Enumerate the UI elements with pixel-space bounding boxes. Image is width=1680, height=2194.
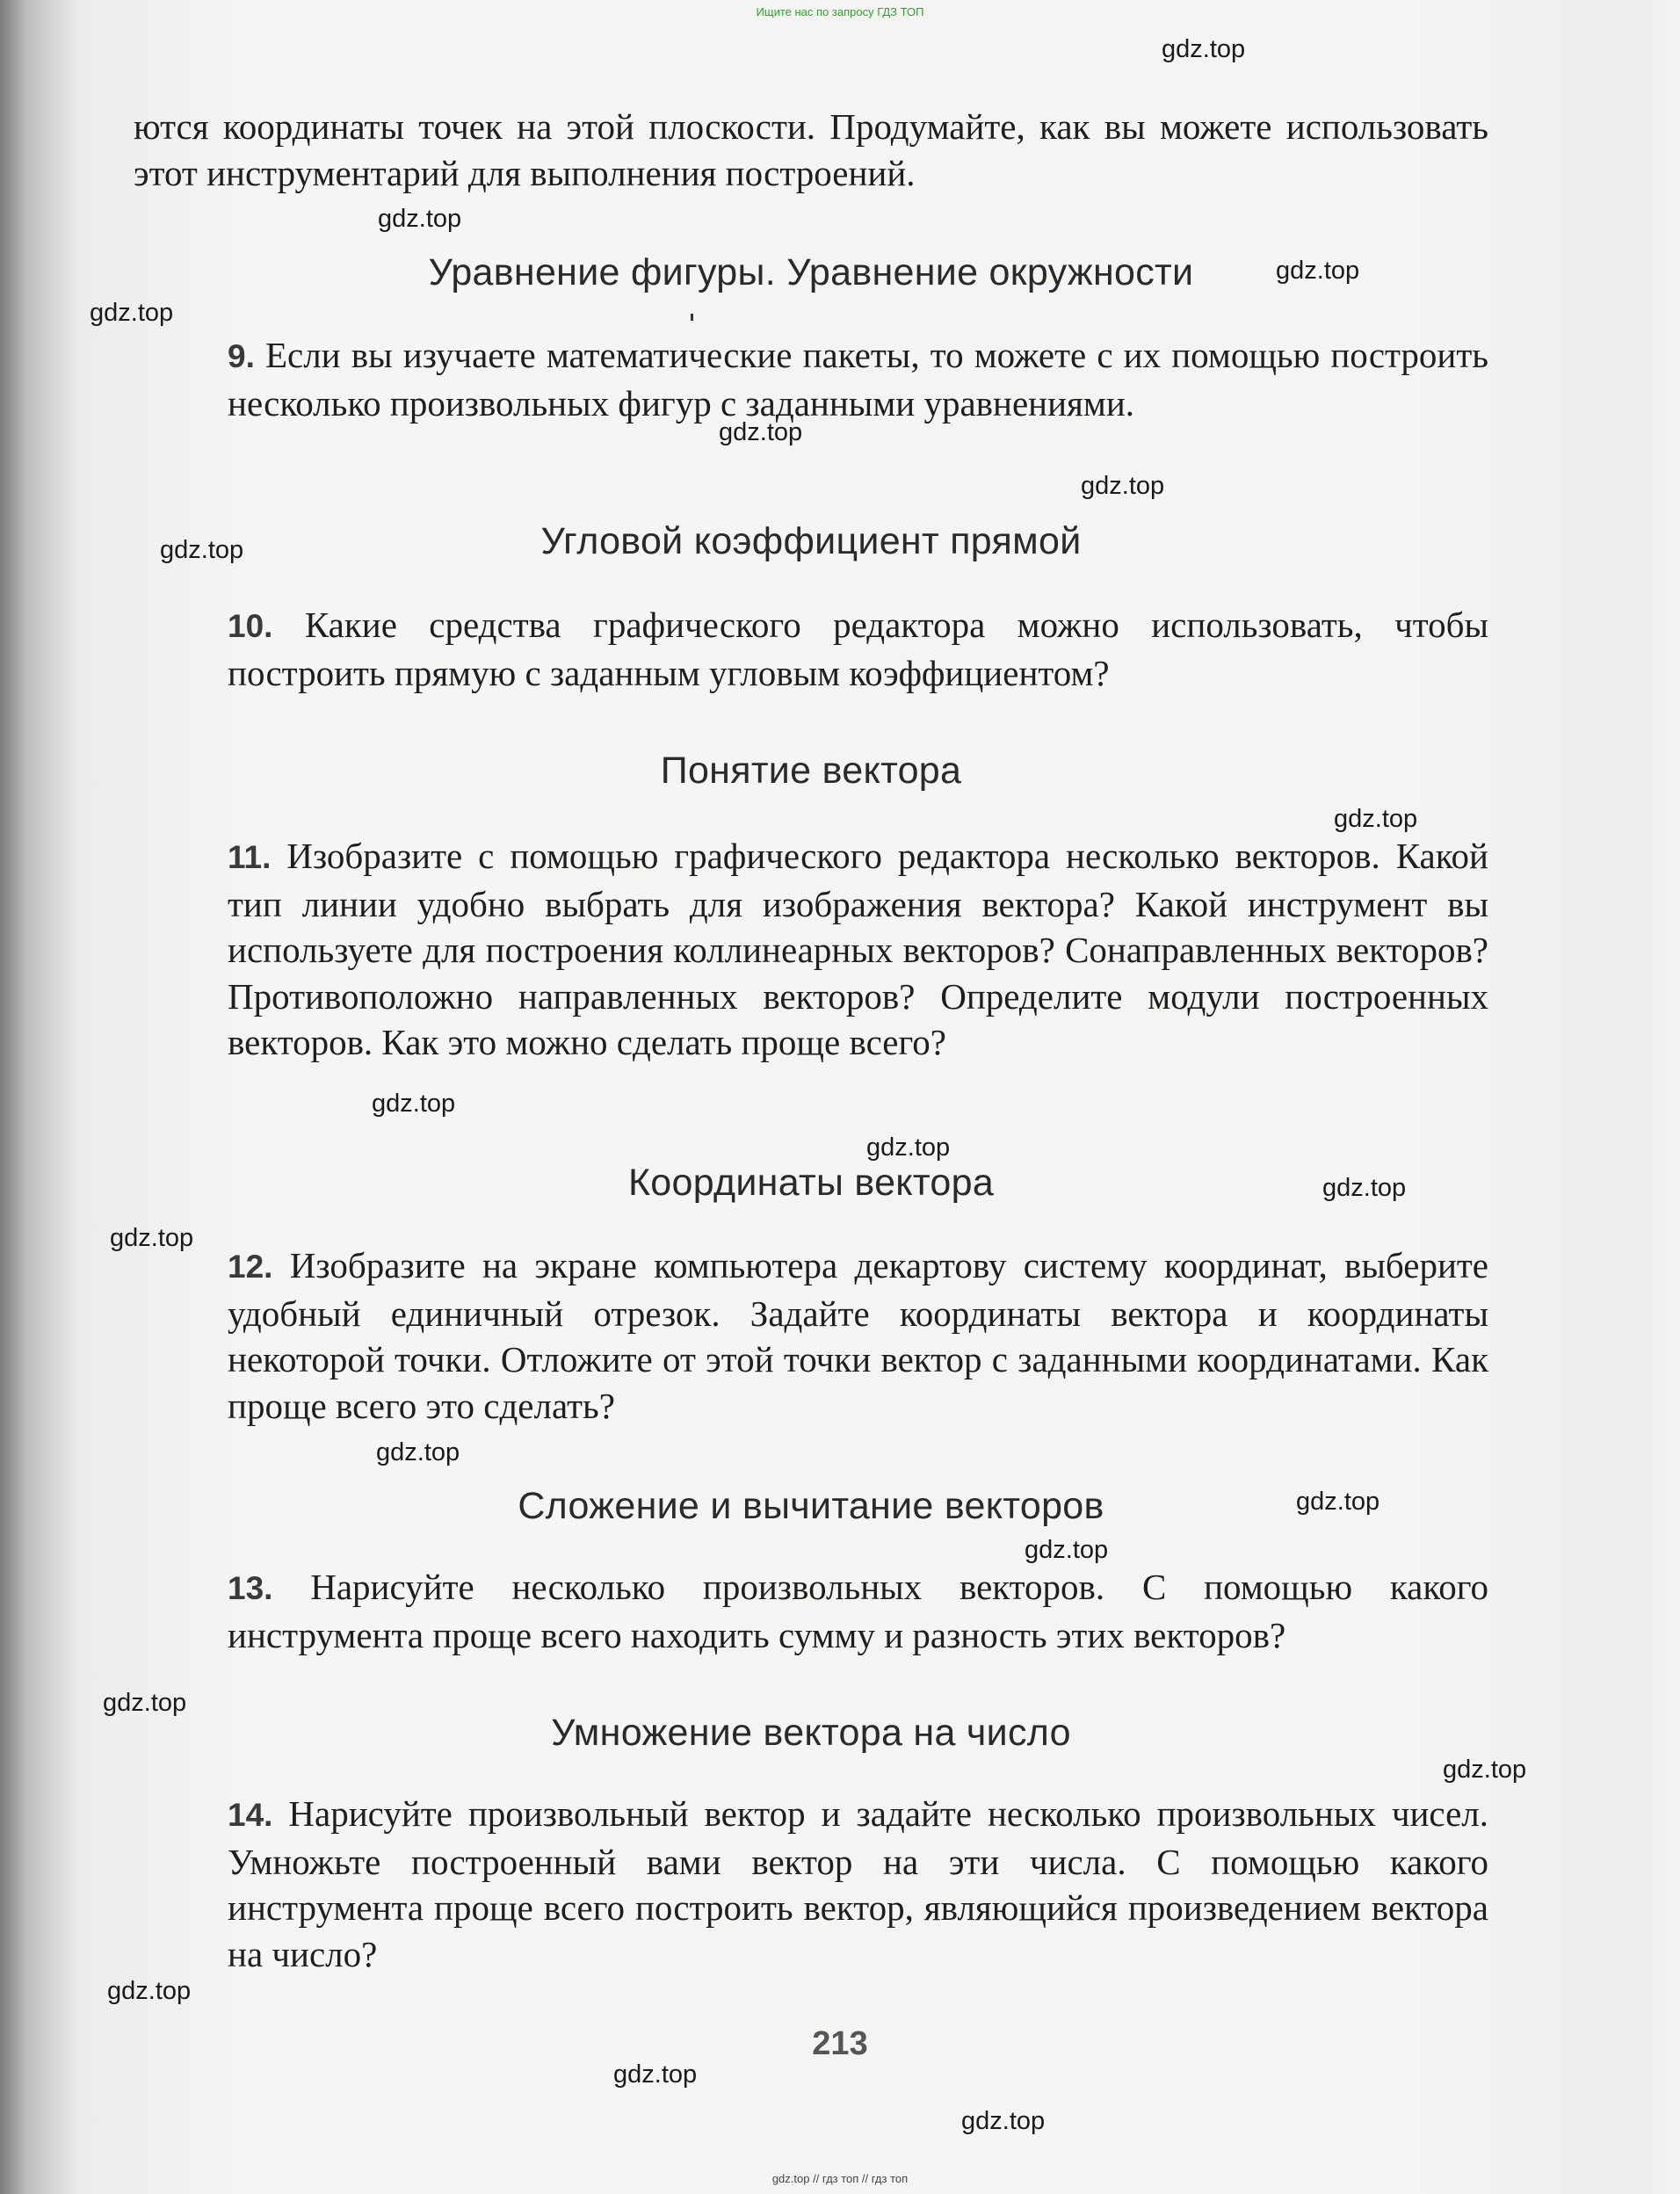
watermark: gdz.top	[1081, 472, 1165, 500]
exercise-text: Изобразите на экране компьютера декартову систему координат, выберите удобный единичный отрезок. Задайте координаты вектора и координаты некоторой точки. Отложите от этой точки вектор с заданными координатами. Как проще всего это сделать?	[228, 1245, 1489, 1426]
exercise-10	[134, 602, 1488, 696]
watermark: gdz.top	[1443, 1756, 1527, 1784]
watermark: gdz.top	[719, 418, 803, 446]
watermark: gdz.top	[1296, 1488, 1380, 1516]
exercise-number: 13.	[228, 1570, 273, 1606]
exercise-text: Изобразите с помощью графического редактора несколько векторов. Какой тип линии удобно выбрать для изображения вектора? Какой инструмент вы используете для построения коллинеарных векторов? Сонаправленных векторов? Противоположно направленных векторов? Определите модули построенных векторов. Как это можно сделать проще всего?	[228, 836, 1489, 1062]
watermark: gdz.top	[1162, 35, 1246, 63]
watermark: gdz.top	[107, 1977, 192, 2005]
exercise-14	[134, 1791, 1488, 1977]
watermark: gdz.top	[376, 1438, 460, 1466]
watermark: gdz.top	[1322, 1174, 1407, 1202]
watermark: gdz.top	[372, 1090, 456, 1118]
exercise-number: 14.	[228, 1797, 273, 1833]
exercise-9	[134, 332, 1488, 426]
exercise-12	[134, 1242, 1488, 1429]
exercise-text: Нарисуйте произвольный вектор и задайте несколько произвольных чисел. Умножьте построенный вами вектор на эти числа. С помощью какого инструмента проще всего построить вектор, являющийся произведением вектора на число?	[228, 1793, 1488, 1974]
exercise-number: 10.	[228, 608, 273, 644]
watermark: gdz.top	[160, 536, 244, 564]
exercise-number: 12.	[228, 1249, 273, 1285]
intro-paragraph: ются координаты точек на этой плоскости. Продумайте, как вы можете использовать этот инструментарий для выполнения построений.	[134, 106, 1488, 193]
exercise-text: Нарисуйте несколько произвольных векторов. С помощью какого инструмента проще всего находить сумму и разность этих векторов?	[228, 1567, 1488, 1655]
watermark: gdz.top	[110, 1224, 194, 1252]
exercise-number: 11.	[228, 839, 272, 875]
stray-mark	[691, 314, 693, 321]
top-banner: Ищите нас по запросу ГДЗ ТОП	[756, 5, 924, 18]
heading-vector-coordinates: Координаты вектора	[627, 1162, 995, 1204]
exercise-text: Если вы изучаете математические пакеты, то можете с их помощью построить несколько произвольных фигур с заданными уравнениями.	[228, 335, 1488, 424]
exercise-text: Какие средства графического редактора можно использовать, чтобы построить прямую с заданным угловым коэффициентом?	[228, 605, 1488, 693]
watermark: gdz.top	[90, 299, 174, 327]
watermark: gdz.top	[378, 205, 462, 233]
watermark: gdz.top	[613, 2060, 698, 2089]
watermark: gdz.top	[1025, 1536, 1109, 1564]
heading-vector-addition: Сложение и вычитание векторов	[518, 1485, 1104, 1527]
watermark: gdz.top	[1276, 257, 1360, 285]
exercise-13	[134, 1564, 1488, 1658]
watermark: gdz.top	[1334, 805, 1418, 833]
bottom-banner: gdz.top // гдз топ // гдз топ	[771, 2172, 909, 2185]
exercise-11	[134, 833, 1488, 1066]
watermark: gdz.top	[961, 2107, 1046, 2135]
heading-slope: Угловой коэффициент прямой	[540, 520, 1082, 562]
heading-vector-scalar: Умножение вектора на число	[551, 1712, 1071, 1754]
heading-vector-concept: Понятие вектора	[660, 749, 962, 792]
page-number: 213	[812, 2025, 868, 2062]
exercise-number: 9.	[228, 338, 255, 374]
watermark: gdz.top	[866, 1133, 951, 1162]
heading-figure-equation: Уравнение фигуры. Уравнение окружности	[428, 251, 1194, 293]
watermark: gdz.top	[103, 1689, 187, 1717]
